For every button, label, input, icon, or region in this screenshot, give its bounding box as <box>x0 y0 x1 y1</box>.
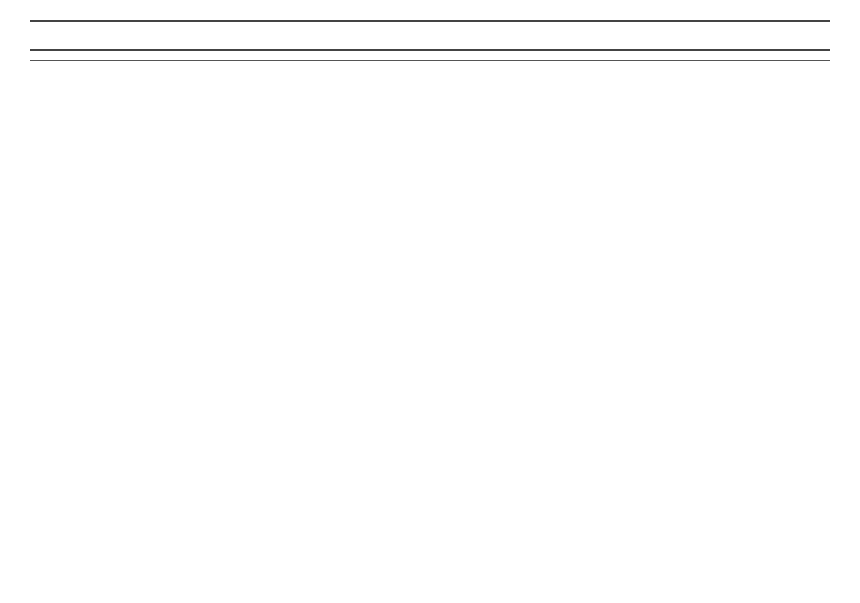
top-rule <box>30 20 830 22</box>
header-age-sex <box>85 20 185 46</box>
header-antipsychotic <box>523 20 669 46</box>
header-row <box>30 20 830 46</box>
header-rule <box>30 60 830 61</box>
header-food <box>440 20 523 46</box>
medication-table <box>30 20 830 46</box>
table-container <box>30 20 830 57</box>
header-case <box>30 20 85 46</box>
header-meal-time <box>349 20 440 46</box>
bottom-rule <box>30 49 830 51</box>
header-diagnosis <box>185 20 349 46</box>
header-hypnotic <box>669 20 830 46</box>
